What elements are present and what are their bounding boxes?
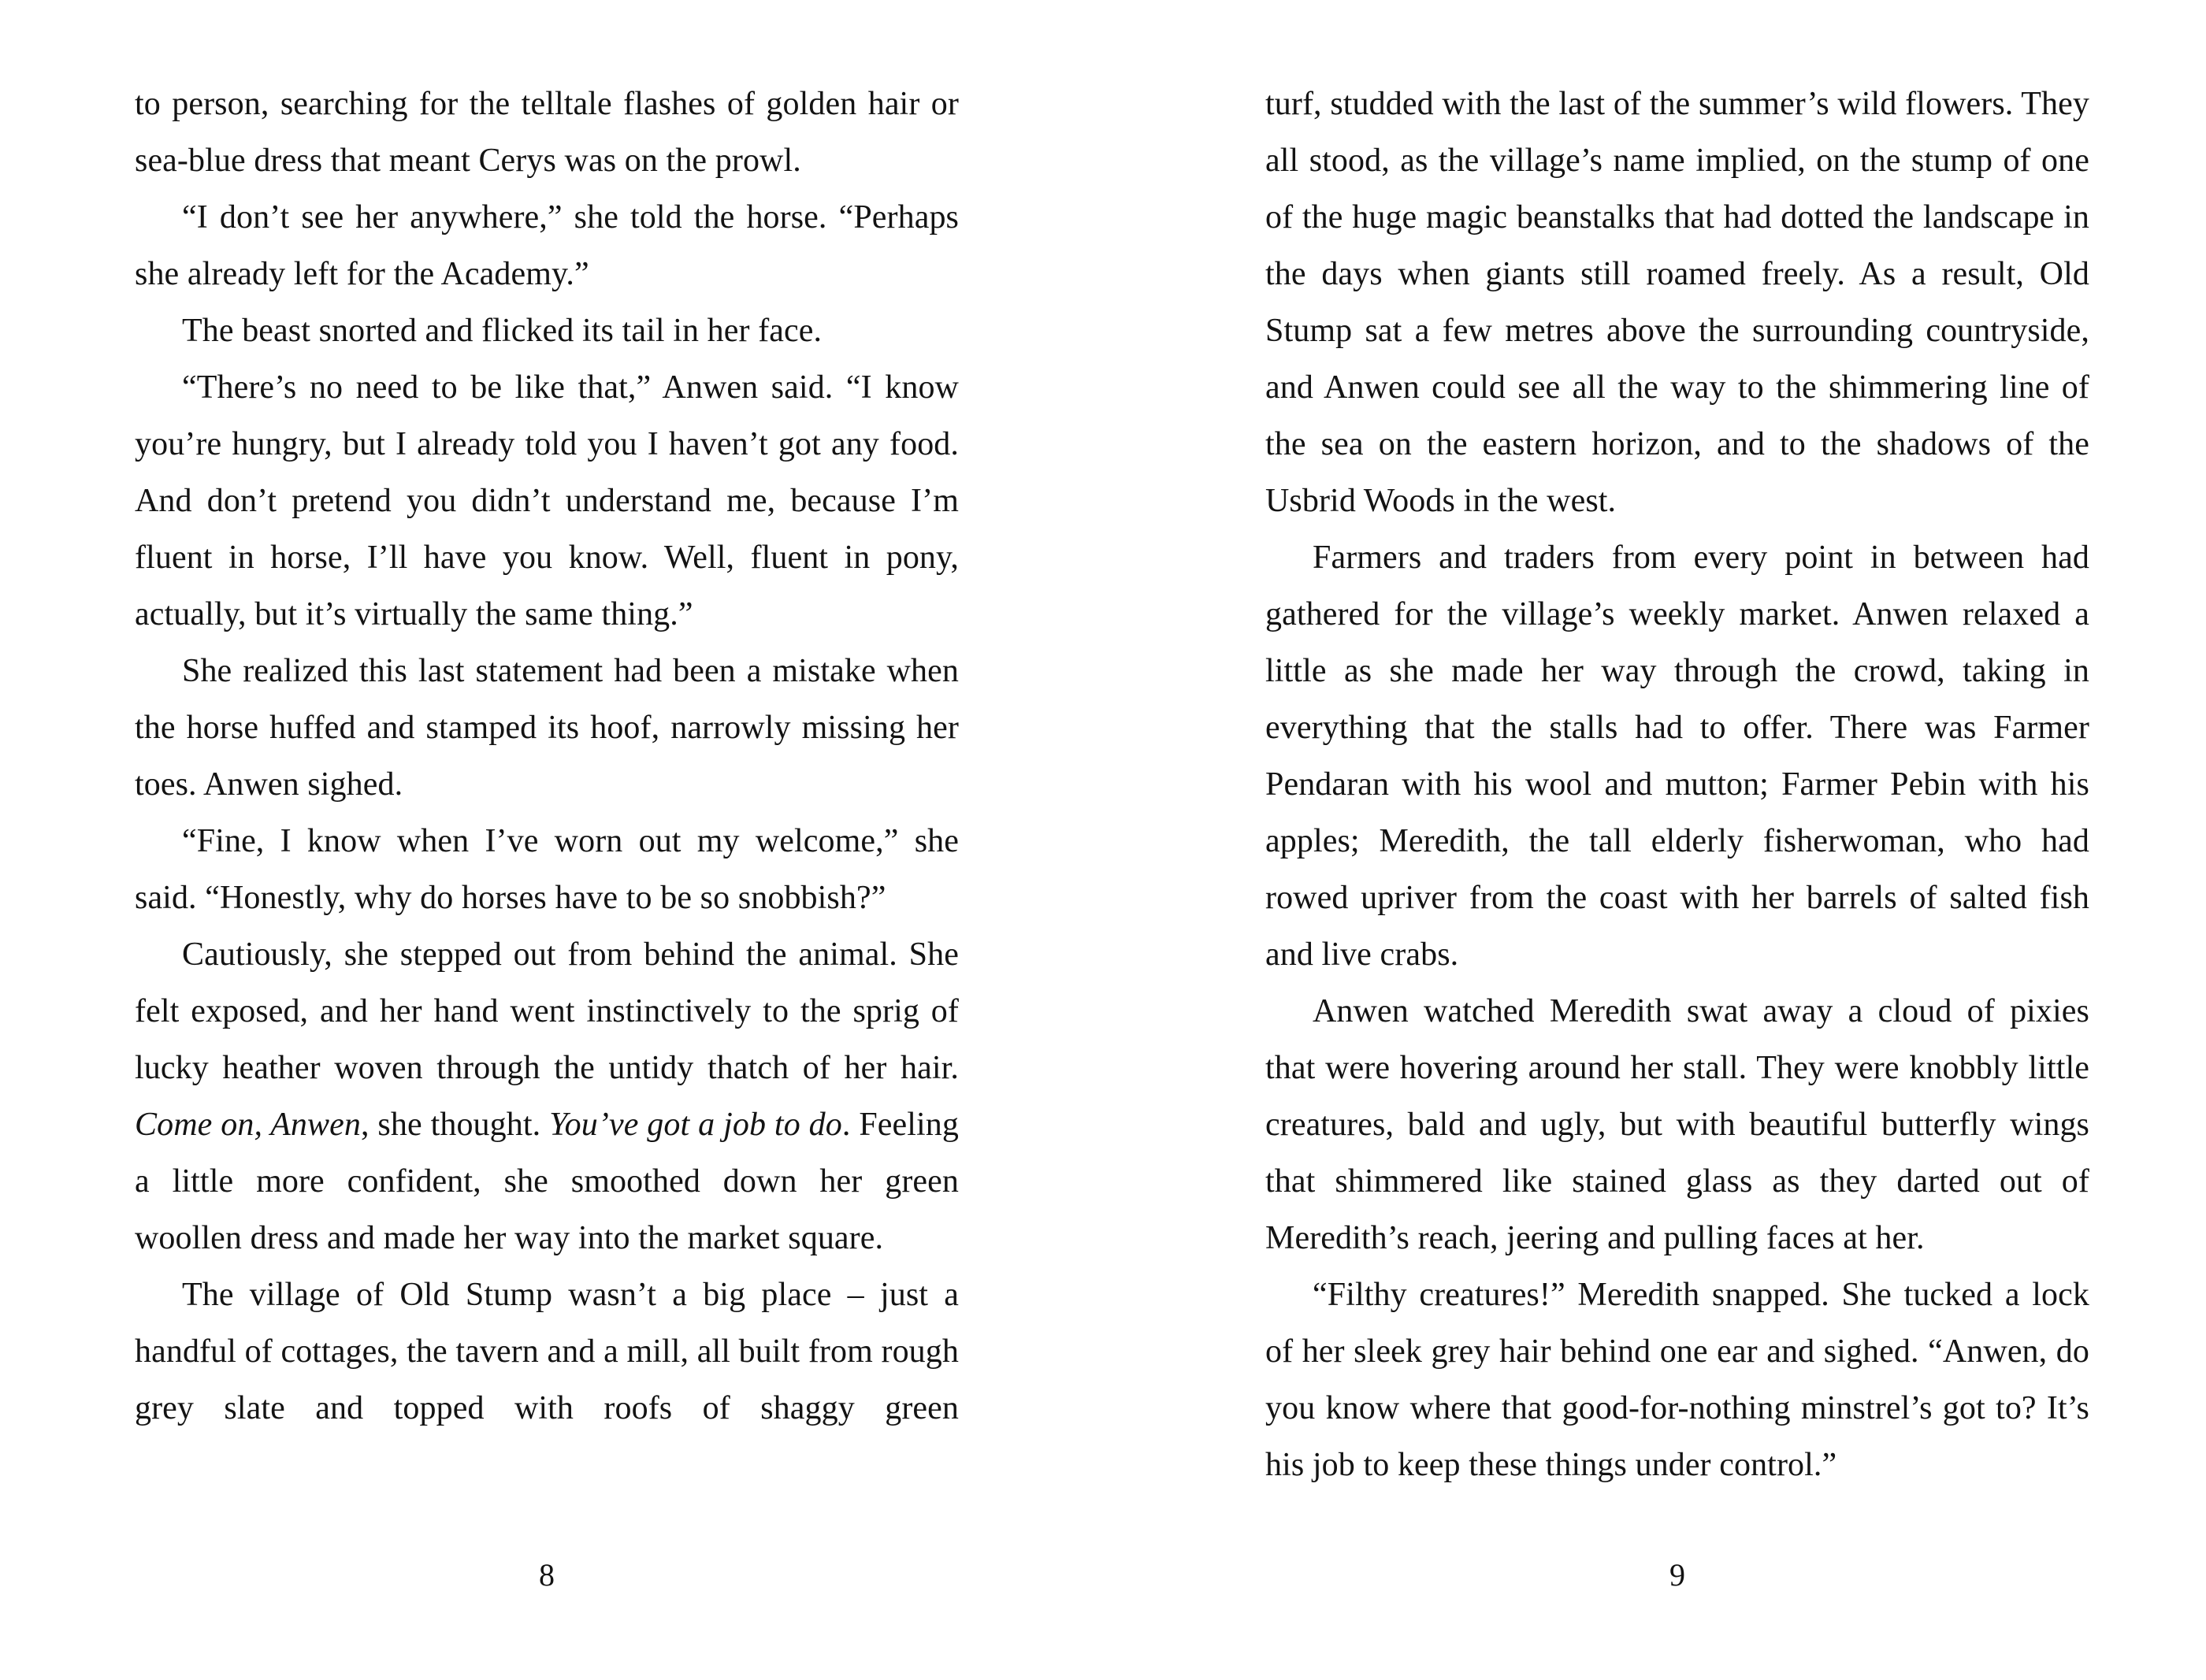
paragraph bbox=[1265, 983, 2089, 1266]
page-number-right: 9 bbox=[1669, 1557, 1685, 1593]
text-run: “I don’t see her anywhere,” she told the horse. “Perhaps she already left for the Academy.” bbox=[135, 199, 959, 292]
paragraph bbox=[1265, 1266, 2089, 1493]
text-run: , she thought. bbox=[360, 1107, 550, 1143]
text-run: Anwen watched Meredith swat away a cloud of pixies that were hovering around her stall. They were knobbly little creatures, bald and ugly, but with beautiful butterfly wings that shimmered like stained glass as they darted out of Meredith’s reach, jeering and pulling faces at her. bbox=[1265, 993, 2089, 1256]
paragraph bbox=[1265, 76, 2089, 529]
text-run: Cautiously, she stepped out from behind the animal. She felt exposed, and her hand went instinctively to the sprig of lucky heather woven through the untidy thatch of her hair. bbox=[135, 936, 959, 1086]
page-right-text-block bbox=[1265, 76, 2089, 1493]
text-run: The beast snorted and flicked its tail in her face. bbox=[182, 313, 823, 349]
paragraph bbox=[135, 813, 959, 926]
text-run: “Filthy creatures!” Meredith snapped. She tucked a lock of her sleek grey hair behind one ear and sighed. “Anwen, do you know where that good-for-nothing minstrel’s got to? It’s his job to keep these things under control.” bbox=[1265, 1277, 2089, 1483]
paragraph bbox=[135, 926, 959, 1266]
italic-text-run: Come on, Anwen bbox=[135, 1107, 361, 1143]
paragraph bbox=[135, 189, 959, 302]
text-run: Farmers and traders from every point in between had gathered for the village’s weekly market. Anwen relaxed a little as she made her way through the crowd, taking in everything that the stalls had to offer. There was Farmer Pendaran with his wool and mutton; Farmer Pebin with his apples; Meredith, the tall elderly fisherwoman, who had rowed upriver from the coast with her barrels of salted fish and live crabs. bbox=[1265, 540, 2089, 973]
text-run: . Feeling a little more confident, she smoothed down her green woollen dress and made her way into the market square. bbox=[135, 1107, 959, 1256]
page-right bbox=[1103, 0, 2206, 1680]
text-run: “There’s no need to be like that,” Anwen said. “I know you’re hungry, but I already told you I haven’t got any food. And don’t pretend you didn’t understand me, because I’m fluent in horse, I’ll have you know. Well, fluent in pony, actually, but it’s virtually the same thing.” bbox=[135, 369, 959, 632]
paragraph bbox=[135, 643, 959, 813]
paragraph bbox=[135, 1266, 959, 1437]
paragraph bbox=[1265, 529, 2089, 983]
page-number-left: 8 bbox=[539, 1557, 555, 1593]
text-run: The village of Old Stump wasn’t a big place – just a handful of cottages, the tavern and a mill, all built from rough grey slate and topped with roofs of shaggy green bbox=[135, 1277, 959, 1426]
paragraph bbox=[135, 359, 959, 643]
text-run: “Fine, I know when I’ve worn out my welcome,” she said. “Honestly, why do horses have to be so snobbish?” bbox=[135, 823, 959, 916]
paragraph bbox=[135, 76, 959, 189]
page-left-text-block bbox=[135, 76, 959, 1437]
italic-text-run: You’ve got a job to do bbox=[549, 1107, 842, 1143]
paragraph bbox=[135, 302, 959, 359]
text-run: She realized this last statement had been a mistake when the horse huffed and stamped its hoof, narrowly missing her toes. Anwen sighed. bbox=[135, 653, 959, 803]
text-run: turf, studded with the last of the summer’s wild flowers. They all stood, as the village’s name implied, on the stump of one of the huge magic beanstalks that had dotted the landscape in the days when giants still roamed freely. As a result, Old Stump sat a few metres above the surrounding countryside, and Anwen could see all the way to the shimmering line of the sea on the eastern horizon, and to the shadows of the Usbrid Woods in the west. bbox=[1265, 86, 2089, 519]
text-run: to person, searching for the telltale flashes of golden hair or sea-blue dress that meant Cerys was on the prowl. bbox=[135, 86, 959, 179]
